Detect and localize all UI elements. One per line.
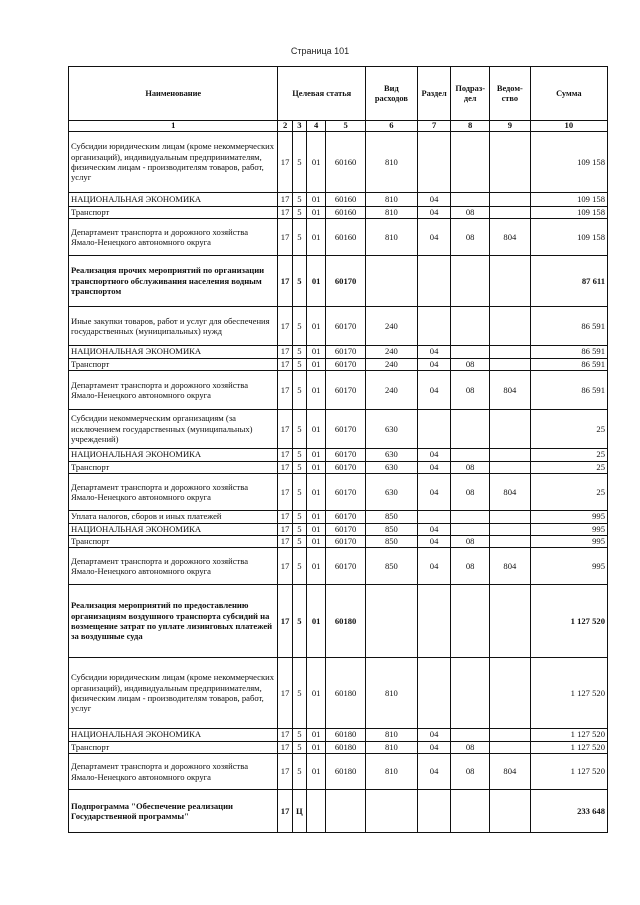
table-row <box>69 729 608 742</box>
table-row <box>69 754 608 790</box>
row-program-code-cell: 17 <box>278 256 292 307</box>
row-subprogram-code-cell: 5 <box>292 754 306 790</box>
row-subsection-cell <box>451 346 490 359</box>
row-direction-code-cell: 60170 <box>326 371 366 410</box>
row-subsection-cell <box>451 449 490 462</box>
row-subprogram-code-cell: 5 <box>292 462 306 474</box>
row-subsection-cell: 08 <box>451 371 490 410</box>
row-name-cell: Субсидии юридическим лицам (кроме некоммерческих организаций), индивидуальным предпринимателям, физическим лицам - производителям товаров, работ, услуг <box>69 658 278 729</box>
row-name-cell: НАЦИОНАЛЬНАЯ ЭКОНОМИКА <box>69 524 278 536</box>
row-expense-type-cell <box>365 256 417 307</box>
row-activity-code-cell: 01 <box>306 132 325 193</box>
row-program-code-cell: 17 <box>278 193 292 207</box>
table-row <box>69 346 608 359</box>
row-name-cell: Транспорт <box>69 742 278 754</box>
row-amount-cell: 87 611 <box>530 256 607 307</box>
table-row <box>69 449 608 462</box>
row-direction-code-cell: 60170 <box>326 524 366 536</box>
row-subsection-cell: 08 <box>451 536 490 548</box>
row-program-code-cell: 17 <box>278 410 292 449</box>
row-subprogram-code-cell: 5 <box>292 219 306 256</box>
row-subsection-cell: 08 <box>451 359 490 371</box>
row-subprogram-code-cell: 5 <box>292 548 306 585</box>
page-number-label: Страница 101 <box>290 46 350 56</box>
column-number-row <box>69 121 608 132</box>
row-activity-code-cell: 01 <box>306 219 325 256</box>
table-row <box>69 790 608 833</box>
row-subprogram-code-cell: 5 <box>292 536 306 548</box>
row-department-cell <box>490 658 531 729</box>
row-program-code-cell: 17 <box>278 359 292 371</box>
row-subsection-cell: 08 <box>451 742 490 754</box>
table-body <box>69 132 608 833</box>
row-amount-cell: 995 <box>530 548 607 585</box>
row-activity-code-cell: 01 <box>306 729 325 742</box>
row-subprogram-code-cell: 5 <box>292 256 306 307</box>
row-activity-code-cell: 01 <box>306 207 325 219</box>
row-section-cell: 04 <box>417 346 451 359</box>
row-name-cell: НАЦИОНАЛЬНАЯ ЭКОНОМИКА <box>69 449 278 462</box>
row-amount-cell: 25 <box>530 474 607 511</box>
row-name-cell: НАЦИОНАЛЬНАЯ ЭКОНОМИКА <box>69 193 278 207</box>
row-subsection-cell: 08 <box>451 754 490 790</box>
row-activity-code-cell: 01 <box>306 256 325 307</box>
row-section-cell <box>417 307 451 346</box>
row-subsection-cell <box>451 307 490 346</box>
row-amount-cell: 25 <box>530 449 607 462</box>
row-expense-type-cell: 810 <box>365 658 417 729</box>
row-expense-type-cell: 810 <box>365 729 417 742</box>
row-subprogram-code-cell: 5 <box>292 524 306 536</box>
row-name-cell: Иные закупки товаров, работ и услуг для обеспечения государственных (муниципальных) нужд <box>69 307 278 346</box>
row-subsection-cell <box>451 524 490 536</box>
row-program-code-cell: 17 <box>278 658 292 729</box>
column-number-cell: 8 <box>451 121 490 132</box>
row-expense-type-cell: 850 <box>365 524 417 536</box>
row-expense-type-cell: 850 <box>365 548 417 585</box>
row-program-code-cell: 17 <box>278 462 292 474</box>
table-row <box>69 219 608 256</box>
row-amount-cell: 109 158 <box>530 132 607 193</box>
row-activity-code-cell: 01 <box>306 449 325 462</box>
row-department-cell <box>490 536 531 548</box>
row-subsection-cell <box>451 790 490 833</box>
row-name-cell: Департамент транспорта и дорожного хозяйства Ямало-Ненецкого автономного округа <box>69 474 278 511</box>
row-subprogram-code-cell: 5 <box>292 371 306 410</box>
row-activity-code-cell <box>306 790 325 833</box>
row-program-code-cell: 17 <box>278 449 292 462</box>
row-section-cell <box>417 585 451 658</box>
row-section-cell: 04 <box>417 207 451 219</box>
row-section-cell: 04 <box>417 219 451 256</box>
row-activity-code-cell: 01 <box>306 371 325 410</box>
header-amount: Сумма <box>530 67 607 121</box>
row-subprogram-code-cell: 5 <box>292 359 306 371</box>
row-name-cell: НАЦИОНАЛЬНАЯ ЭКОНОМИКА <box>69 346 278 359</box>
row-name-cell: Реализация прочих мероприятий по организации транспортного обслуживания населения водным транспортом <box>69 256 278 307</box>
row-direction-code-cell: 60160 <box>326 219 366 256</box>
column-number-cell: 4 <box>306 121 325 132</box>
row-subsection-cell <box>451 410 490 449</box>
row-activity-code-cell: 01 <box>306 346 325 359</box>
row-section-cell: 04 <box>417 474 451 511</box>
row-section-cell: 04 <box>417 449 451 462</box>
row-activity-code-cell: 01 <box>306 474 325 511</box>
row-expense-type-cell: 240 <box>365 359 417 371</box>
row-direction-code-cell: 60170 <box>326 449 366 462</box>
row-subprogram-code-cell: 5 <box>292 658 306 729</box>
row-activity-code-cell: 01 <box>306 754 325 790</box>
row-activity-code-cell: 01 <box>306 548 325 585</box>
row-name-cell: Транспорт <box>69 536 278 548</box>
row-subprogram-code-cell: 5 <box>292 742 306 754</box>
row-program-code-cell: 17 <box>278 307 292 346</box>
row-expense-type-cell <box>365 585 417 658</box>
row-section-cell: 04 <box>417 548 451 585</box>
row-program-code-cell: 17 <box>278 536 292 548</box>
row-direction-code-cell: 60180 <box>326 585 366 658</box>
row-section-cell <box>417 658 451 729</box>
table-row <box>69 193 608 207</box>
row-activity-code-cell: 01 <box>306 536 325 548</box>
row-expense-type-cell: 810 <box>365 132 417 193</box>
table-row <box>69 524 608 536</box>
row-direction-code-cell: 60170 <box>326 410 366 449</box>
row-department-cell <box>490 511 531 524</box>
row-subprogram-code-cell: 5 <box>292 307 306 346</box>
row-section-cell: 04 <box>417 729 451 742</box>
row-program-code-cell: 17 <box>278 790 292 833</box>
row-expense-type-cell: 810 <box>365 193 417 207</box>
row-direction-code-cell: 60180 <box>326 754 366 790</box>
row-section-cell: 04 <box>417 371 451 410</box>
row-name-cell: НАЦИОНАЛЬНАЯ ЭКОНОМИКА <box>69 729 278 742</box>
table-row <box>69 462 608 474</box>
row-department-cell <box>490 359 531 371</box>
row-department-cell: 804 <box>490 219 531 256</box>
row-amount-cell: 86 591 <box>530 346 607 359</box>
row-activity-code-cell: 01 <box>306 410 325 449</box>
row-program-code-cell: 17 <box>278 207 292 219</box>
row-direction-code-cell: 60170 <box>326 536 366 548</box>
row-amount-cell: 1 127 520 <box>530 754 607 790</box>
row-activity-code-cell: 01 <box>306 742 325 754</box>
row-subprogram-code-cell: 5 <box>292 410 306 449</box>
table-row <box>69 371 608 410</box>
row-section-cell: 04 <box>417 524 451 536</box>
row-department-cell <box>490 193 531 207</box>
row-section-cell <box>417 790 451 833</box>
row-amount-cell: 109 158 <box>530 219 607 256</box>
row-department-cell <box>490 729 531 742</box>
row-section-cell: 04 <box>417 193 451 207</box>
row-direction-code-cell: 60170 <box>326 346 366 359</box>
row-direction-code-cell: 60170 <box>326 474 366 511</box>
row-amount-cell: 25 <box>530 410 607 449</box>
row-subprogram-code-cell: 5 <box>292 474 306 511</box>
row-subsection-cell <box>451 511 490 524</box>
row-amount-cell: 86 591 <box>530 307 607 346</box>
row-name-cell: Субсидии юридическим лицам (кроме некоммерческих организаций), индивидуальным предпринимателям, физическим лицам - производителям товаров, работ, услуг <box>69 132 278 193</box>
row-expense-type-cell: 810 <box>365 207 417 219</box>
row-expense-type-cell: 240 <box>365 307 417 346</box>
row-program-code-cell: 17 <box>278 524 292 536</box>
table-row <box>69 511 608 524</box>
row-direction-code-cell: 60170 <box>326 307 366 346</box>
row-department-cell <box>490 742 531 754</box>
table-row <box>69 658 608 729</box>
row-section-cell: 04 <box>417 359 451 371</box>
header-department: Ведом-ство <box>490 67 531 121</box>
header-target-article: Целевая статья <box>278 67 365 121</box>
row-subprogram-code-cell: 5 <box>292 729 306 742</box>
table-row <box>69 474 608 511</box>
row-program-code-cell: 17 <box>278 585 292 658</box>
row-subprogram-code-cell: 5 <box>292 346 306 359</box>
row-department-cell: 804 <box>490 754 531 790</box>
row-name-cell: Подпрограмма "Обеспечение реализации Государственной программы" <box>69 790 278 833</box>
column-number-cell: 7 <box>417 121 451 132</box>
row-department-cell <box>490 207 531 219</box>
header-name: Наименование <box>69 67 278 121</box>
row-program-code-cell: 17 <box>278 754 292 790</box>
row-section-cell <box>417 410 451 449</box>
row-direction-code-cell: 60160 <box>326 193 366 207</box>
row-subprogram-code-cell: 5 <box>292 449 306 462</box>
row-amount-cell: 1 127 520 <box>530 658 607 729</box>
row-subsection-cell: 08 <box>451 548 490 585</box>
row-expense-type-cell: 850 <box>365 536 417 548</box>
row-subprogram-code-cell: Ц <box>292 790 306 833</box>
row-name-cell: Департамент транспорта и дорожного хозяйства Ямало-Ненецкого автономного округа <box>69 548 278 585</box>
row-amount-cell: 86 591 <box>530 371 607 410</box>
row-subsection-cell <box>451 132 490 193</box>
row-department-cell: 804 <box>490 548 531 585</box>
row-amount-cell: 233 648 <box>530 790 607 833</box>
row-amount-cell: 1 127 520 <box>530 729 607 742</box>
row-program-code-cell: 17 <box>278 371 292 410</box>
header-section: Раздел <box>417 67 451 121</box>
column-number-cell: 9 <box>490 121 531 132</box>
row-name-cell: Транспорт <box>69 359 278 371</box>
row-program-code-cell: 17 <box>278 729 292 742</box>
row-direction-code-cell: 60170 <box>326 256 366 307</box>
row-subprogram-code-cell: 5 <box>292 511 306 524</box>
row-name-cell: Транспорт <box>69 462 278 474</box>
row-direction-code-cell: 60160 <box>326 207 366 219</box>
row-section-cell: 04 <box>417 742 451 754</box>
row-program-code-cell: 17 <box>278 474 292 511</box>
row-subsection-cell: 08 <box>451 207 490 219</box>
row-subprogram-code-cell: 5 <box>292 585 306 658</box>
row-department-cell <box>490 256 531 307</box>
row-department-cell <box>490 585 531 658</box>
row-subsection-cell <box>451 256 490 307</box>
row-program-code-cell: 17 <box>278 511 292 524</box>
row-name-cell: Уплата налогов, сборов и иных платежей <box>69 511 278 524</box>
header-subsection: Подраз-дел <box>451 67 490 121</box>
column-number-cell: 5 <box>326 121 366 132</box>
row-activity-code-cell: 01 <box>306 585 325 658</box>
row-amount-cell: 109 158 <box>530 207 607 219</box>
row-department-cell <box>490 346 531 359</box>
column-number-cell: 3 <box>292 121 306 132</box>
row-direction-code-cell: 60180 <box>326 729 366 742</box>
row-department-cell <box>490 524 531 536</box>
table-row <box>69 548 608 585</box>
row-amount-cell: 995 <box>530 524 607 536</box>
row-program-code-cell: 17 <box>278 742 292 754</box>
row-subsection-cell <box>451 193 490 207</box>
row-direction-code-cell: 60160 <box>326 132 366 193</box>
row-name-cell: Транспорт <box>69 207 278 219</box>
row-department-cell: 804 <box>490 474 531 511</box>
row-direction-code-cell: 60170 <box>326 359 366 371</box>
row-section-cell <box>417 511 451 524</box>
table-row <box>69 410 608 449</box>
row-amount-cell: 1 127 520 <box>530 585 607 658</box>
row-direction-code-cell: 60170 <box>326 548 366 585</box>
row-amount-cell: 1 127 520 <box>530 742 607 754</box>
row-expense-type-cell: 630 <box>365 462 417 474</box>
row-name-cell: Департамент транспорта и дорожного хозяйства Ямало-Ненецкого автономного округа <box>69 754 278 790</box>
table-row <box>69 359 608 371</box>
column-number-cell: 10 <box>530 121 607 132</box>
row-program-code-cell: 17 <box>278 132 292 193</box>
table-row <box>69 256 608 307</box>
row-name-cell: Департамент транспорта и дорожного хозяйства Ямало-Ненецкого автономного округа <box>69 371 278 410</box>
row-section-cell: 04 <box>417 462 451 474</box>
row-department-cell <box>490 790 531 833</box>
row-subprogram-code-cell: 5 <box>292 207 306 219</box>
row-program-code-cell: 17 <box>278 548 292 585</box>
row-section-cell <box>417 256 451 307</box>
row-subsection-cell: 08 <box>451 219 490 256</box>
row-amount-cell: 995 <box>530 536 607 548</box>
row-name-cell: Субсидии некоммерческим организациям (за исключением государственных (муниципальных) учреждений) <box>69 410 278 449</box>
row-department-cell <box>490 449 531 462</box>
row-direction-code-cell: 60180 <box>326 742 366 754</box>
row-department-cell: 804 <box>490 371 531 410</box>
row-subsection-cell: 08 <box>451 474 490 511</box>
row-department-cell <box>490 307 531 346</box>
row-expense-type-cell: 240 <box>365 346 417 359</box>
row-activity-code-cell: 01 <box>306 193 325 207</box>
row-department-cell <box>490 410 531 449</box>
row-direction-code-cell: 60180 <box>326 658 366 729</box>
row-direction-code-cell: 60170 <box>326 511 366 524</box>
row-expense-type-cell: 630 <box>365 410 417 449</box>
row-department-cell <box>490 132 531 193</box>
row-activity-code-cell: 01 <box>306 359 325 371</box>
table-row <box>69 536 608 548</box>
row-expense-type-cell: 810 <box>365 754 417 790</box>
budget-table <box>68 66 608 833</box>
table-row <box>69 742 608 754</box>
column-number-cell: 2 <box>278 121 292 132</box>
row-activity-code-cell: 01 <box>306 658 325 729</box>
row-subprogram-code-cell: 5 <box>292 132 306 193</box>
row-subsection-cell <box>451 729 490 742</box>
column-number-cell: 1 <box>69 121 278 132</box>
row-expense-type-cell: 630 <box>365 474 417 511</box>
row-activity-code-cell: 01 <box>306 462 325 474</box>
row-subsection-cell <box>451 658 490 729</box>
column-number-cell: 6 <box>365 121 417 132</box>
row-section-cell: 04 <box>417 536 451 548</box>
row-expense-type-cell: 630 <box>365 449 417 462</box>
row-expense-type-cell: 240 <box>365 371 417 410</box>
row-expense-type-cell <box>365 790 417 833</box>
row-section-cell: 04 <box>417 754 451 790</box>
row-expense-type-cell: 810 <box>365 219 417 256</box>
table-row <box>69 132 608 193</box>
row-department-cell <box>490 462 531 474</box>
table-row <box>69 207 608 219</box>
row-subsection-cell: 08 <box>451 462 490 474</box>
row-expense-type-cell: 850 <box>365 511 417 524</box>
row-name-cell: Департамент транспорта и дорожного хозяйства Ямало-Ненецкого автономного округа <box>69 219 278 256</box>
row-program-code-cell: 17 <box>278 219 292 256</box>
row-amount-cell: 109 158 <box>530 193 607 207</box>
row-section-cell <box>417 132 451 193</box>
row-program-code-cell: 17 <box>278 346 292 359</box>
row-subprogram-code-cell: 5 <box>292 193 306 207</box>
header-expense-type: Вид расходов <box>365 67 417 121</box>
table-row <box>69 307 608 346</box>
row-amount-cell: 86 591 <box>530 359 607 371</box>
row-subsection-cell <box>451 585 490 658</box>
row-direction-code-cell <box>326 790 366 833</box>
row-activity-code-cell: 01 <box>306 511 325 524</box>
row-name-cell: Реализация мероприятий по предоставлению организациям воздушного транспорта субсидий на возмещение затрат по уплате лизинговых платежей за воздушные суда <box>69 585 278 658</box>
row-amount-cell: 25 <box>530 462 607 474</box>
row-expense-type-cell: 810 <box>365 742 417 754</box>
row-amount-cell: 995 <box>530 511 607 524</box>
table-row <box>69 585 608 658</box>
row-activity-code-cell: 01 <box>306 307 325 346</box>
row-activity-code-cell: 01 <box>306 524 325 536</box>
row-direction-code-cell: 60170 <box>326 462 366 474</box>
